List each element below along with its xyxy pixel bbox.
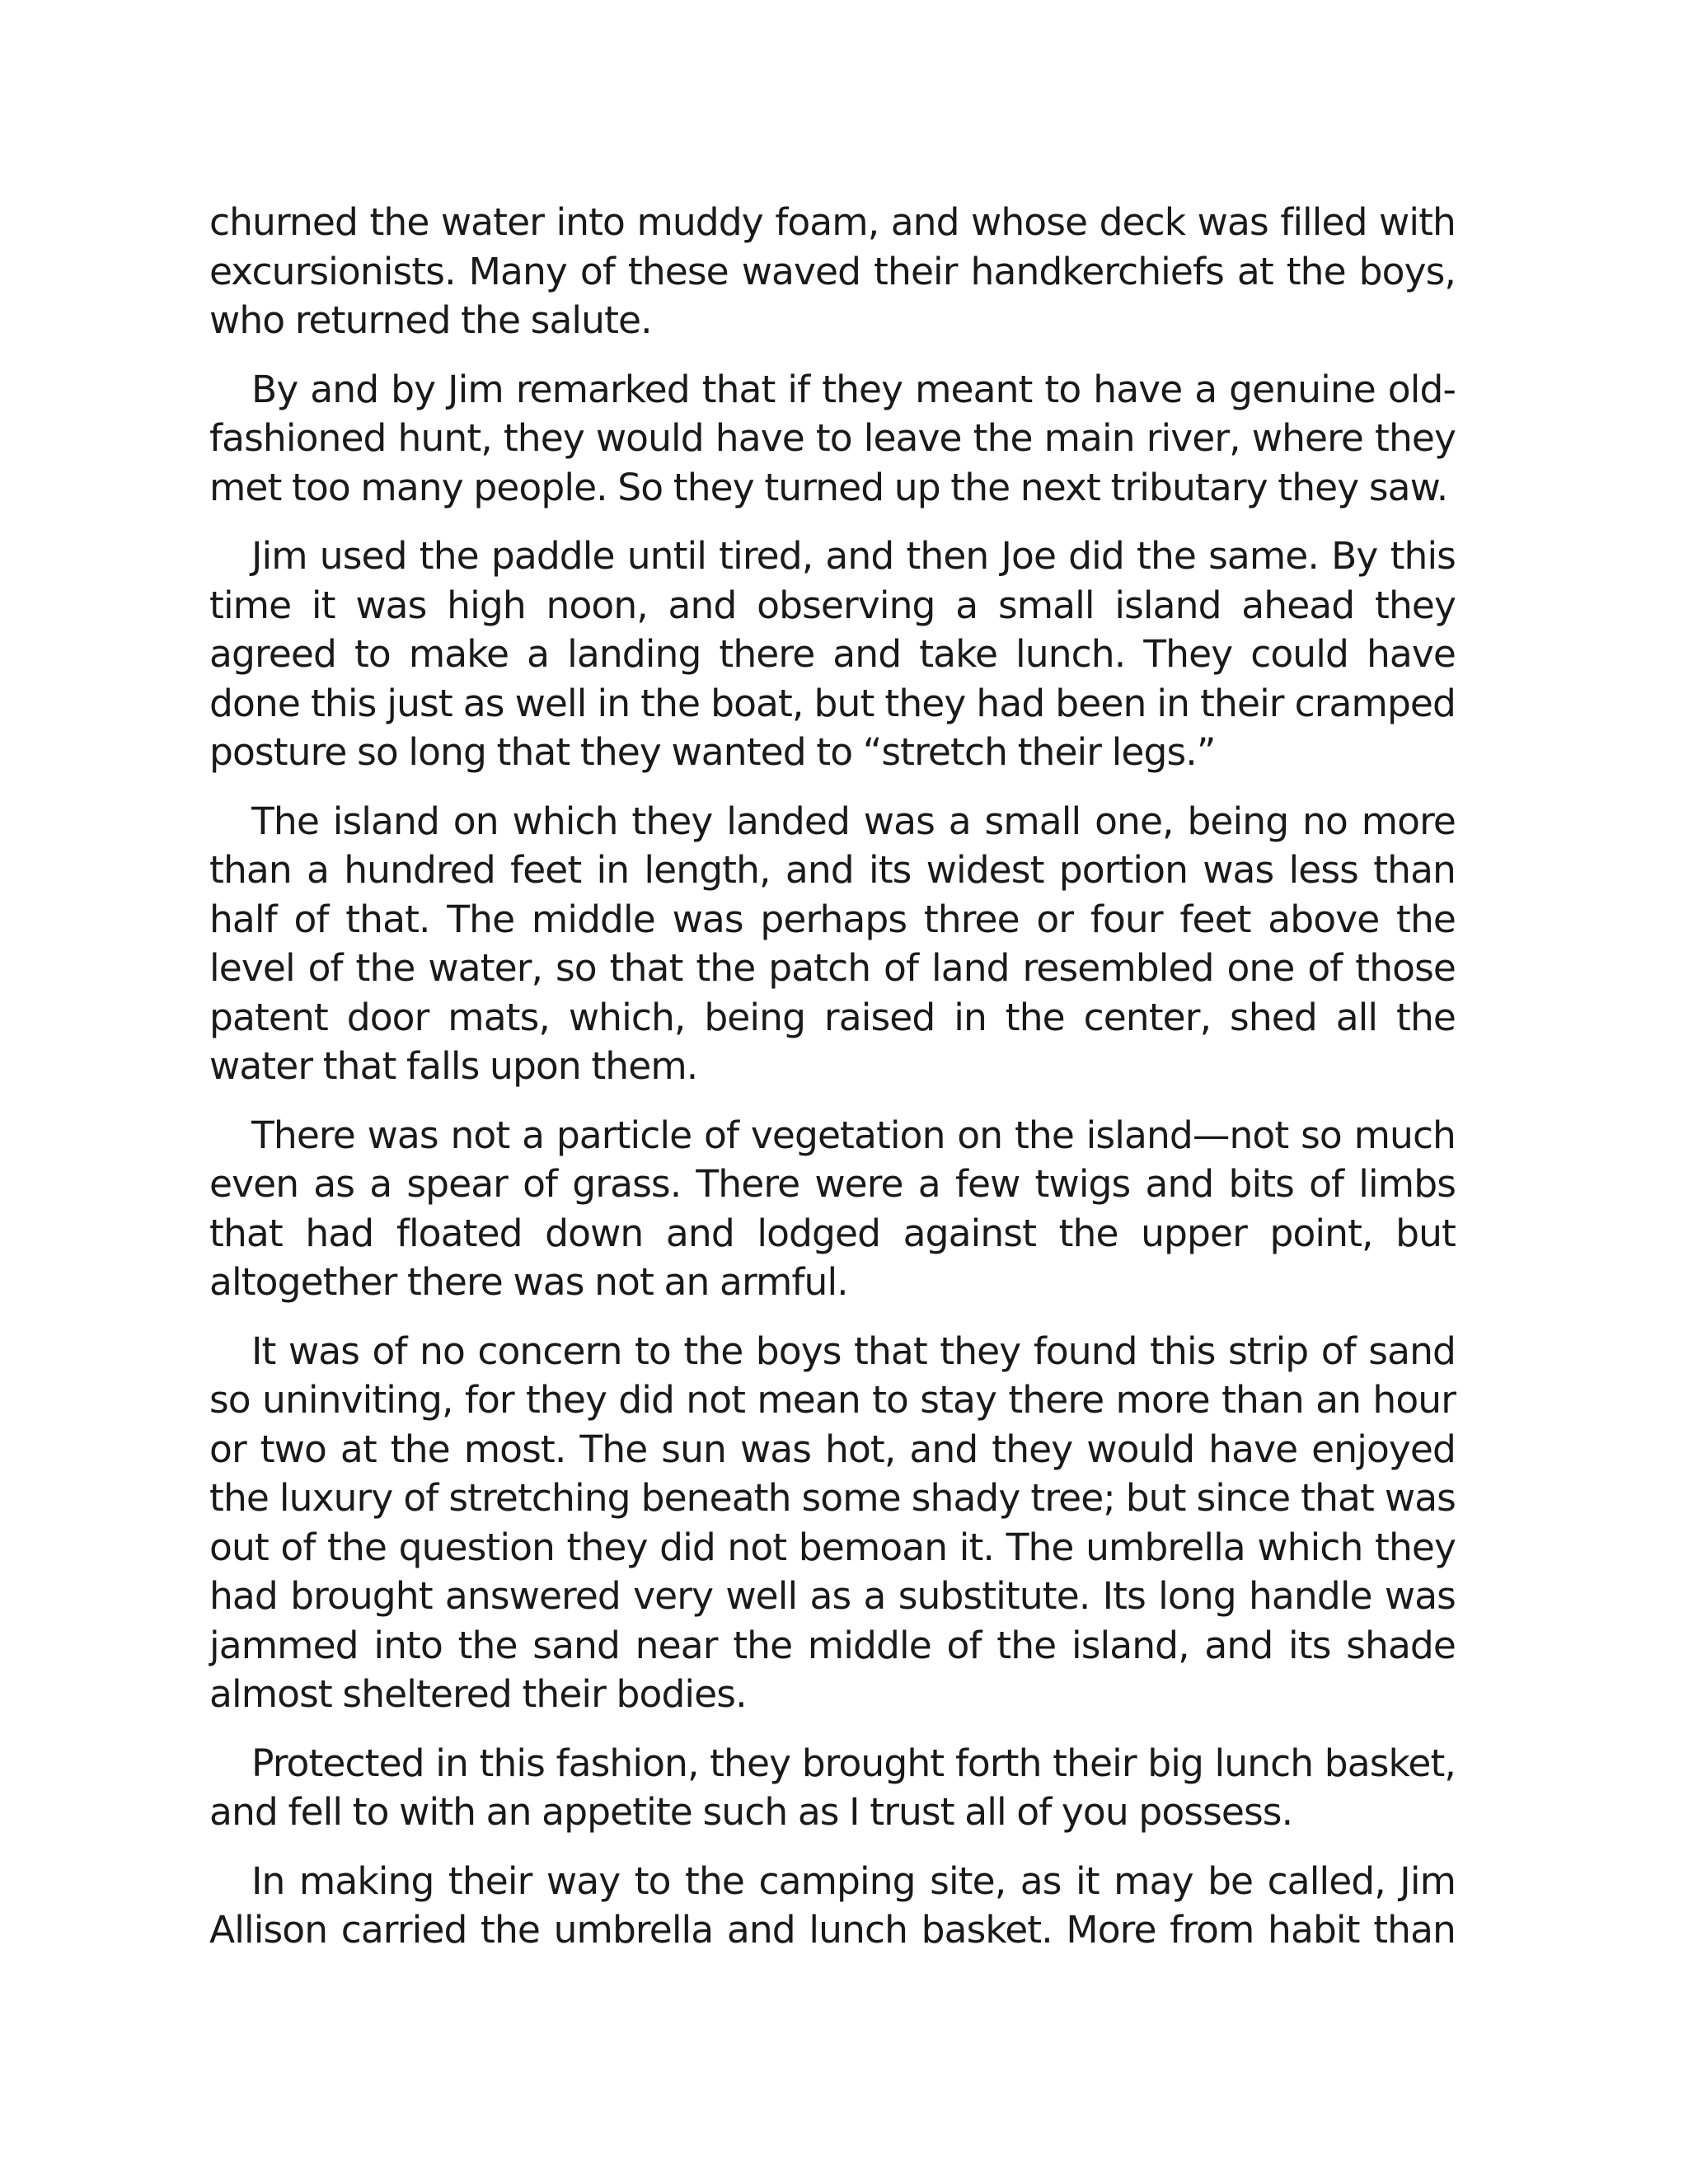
paragraph-6: It was of no concern to the boys that they found this strip of sand so uninviting, for they did not mean to stay there more than an hour or two at the most. The sun was hot, and they would have enjoyed the luxury of stretching beneath some shady tree; but since that was out of the question they did not bemoan it. The umbrella which they had brought answered very well as a substitute. Its long handle was jammed into the sand near the middle of the island, and its shade almost sheltered their bodies. [209,1329,1456,1716]
paragraph-2: By and by Jim remarked that if they meant to have a genuine old-fashioned hunt, they would have to leave the main river, where they met too many people. So they turned up the next tributary they saw. [209,367,1456,509]
paragraph-7: Protected in this fashion, they brought forth their big lunch basket, and fell to with an appetite such as I trust all of you possess. [209,1741,1456,1834]
page-body [209,198,1456,1975]
paragraph-1: churned the water into muddy foam, and whose deck was filled with excursionists. Many of these waved their handkerchiefs at the boys, who returned the salute. [209,200,1456,342]
paragraph-5: There was not a particle of vegetation on the island—not so much even as a spear of grass. There were a few twigs and bits of limbs that had floated down and lodged against the upper point, but altogether there was not an armful. [209,1113,1456,1304]
paragraph-4: The island on which they landed was a small one, being no more than a hundred feet in length, and its widest portion was less than half of that. The middle was perhaps three or four feet above the level of the water, so that the patch of land resembled one of those patent door mats, which, being raised in the center, shed all the water that falls upon them. [209,799,1456,1088]
paragraph-8: In making their way to the camping site, as it may be called, Jim Allison carried the umbrella and lunch basket. More from habit than [209,1858,1456,1952]
paragraph-3: Jim used the paddle until tired, and then Joe did the same. By this time it was high noon, and observing a small island ahead they agreed to make a landing there and take lunch. They could have done this just as well in the boat, but they had been in their cramped posture so long that they wanted to “stretch their legs.” [209,534,1456,774]
